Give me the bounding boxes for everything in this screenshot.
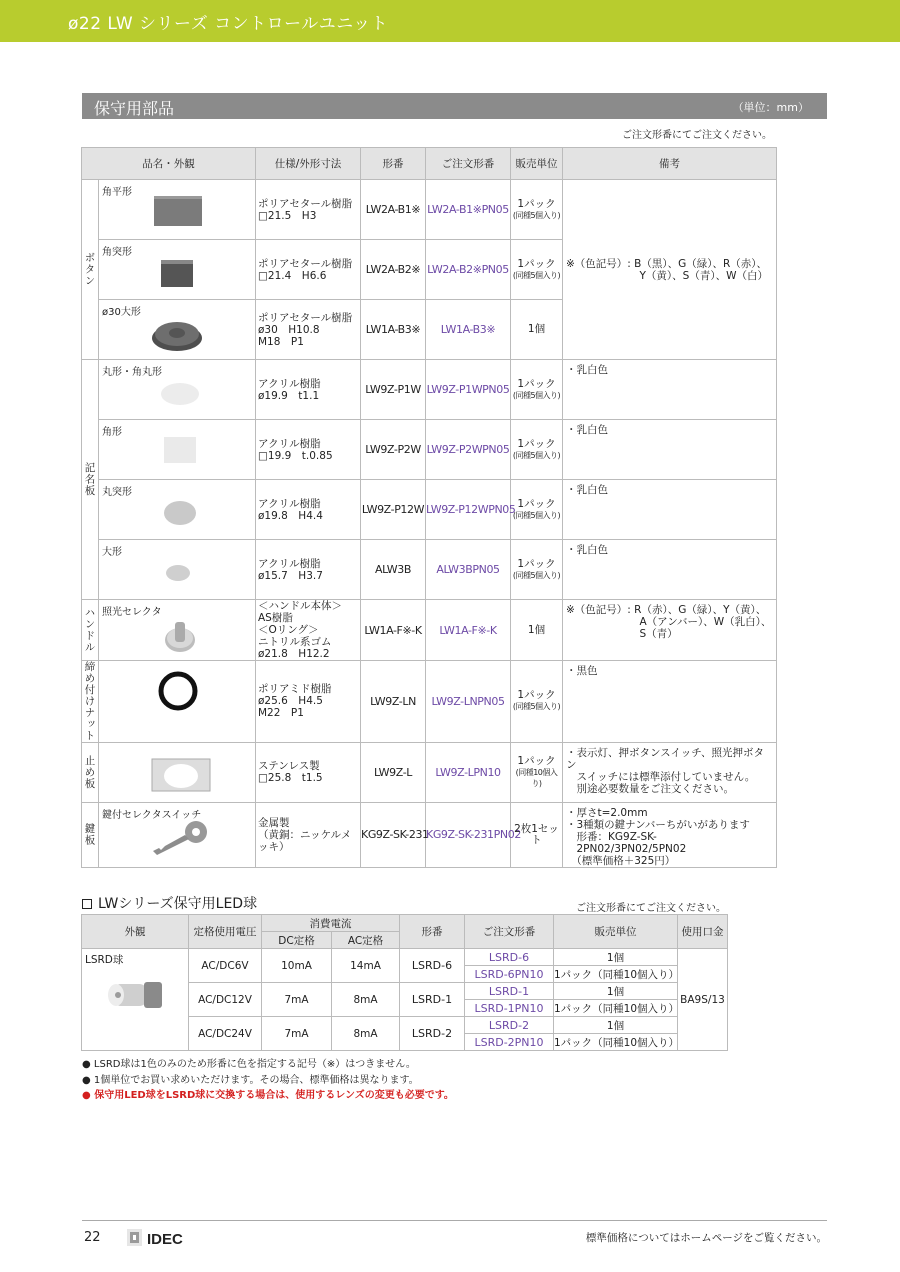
col-header-name: 品名・外観 [82,148,256,180]
spec-line: □21.5 H3 [258,209,317,222]
unit-line: 1個 [527,623,546,636]
spec-cell [256,180,361,240]
col-header-order: ご注文形番 [426,148,511,180]
model-number: ALW3B [361,540,426,600]
model-number: KG9Z-SK-231 [361,802,426,867]
led-order-code: LSRD-2 [465,1017,554,1034]
note-1: ● LSRD球は1色のみのため形番に色を指定する記号（※）はつきません。 [82,1059,416,1070]
led-order-code: LSRD-1 [465,983,554,1000]
led-sales-unit: 1個 [554,983,678,1000]
led-sales-unit: 1パック（同種10個入り） [554,1000,678,1017]
spec-cell [256,742,361,802]
spec-line: アクリル樹脂 [258,437,321,450]
unit-line: (同種5個入り) [512,210,561,220]
spec-line: M18 P1 [258,335,304,348]
order-note-2: ご注文形番にてご注文ください。 [576,903,726,914]
led-order-code: LSRD-2PN10 [465,1034,554,1051]
order-code: KG9Z-SK-231PN02 [426,802,511,867]
order-code: LW9Z-LNPN05 [426,661,511,743]
part-name: 照光セレクタ [102,607,162,618]
remark-line: 2PN02/3PN02/5PN02 [566,842,687,855]
remark-line: ・乳白色 [566,424,608,436]
order-code: LW9Z-P12WPN05 [426,480,511,540]
dc-current: 7mA [262,983,332,1017]
sales-unit [511,480,563,540]
category-stopper-plate: 止め板 [82,742,99,802]
model-number: LW9Z-L [361,742,426,802]
led-sales-unit: 1個 [554,949,678,966]
col-order: ご注文形番 [465,915,554,949]
unit-line: (同種5個入り) [512,510,561,520]
unit-line: 1パック [517,557,556,570]
model-number: LW9Z-P2W [361,420,426,480]
order-code: LW1A-F※-K [426,600,511,661]
model-number: LW1A-F※-K [361,600,426,661]
checkbox-bullet-icon [82,899,92,909]
spec-line: ポリアセタール樹脂 [258,311,353,324]
part-name: 角平形 [102,187,132,198]
led-sales-unit: 1パック（同種10個入り） [554,1034,678,1051]
led-order-code: LSRD-1PN10 [465,1000,554,1017]
sales-unit [511,180,563,240]
spec-cell [256,540,361,600]
spec-line: アクリル樹脂 [258,377,321,390]
part-name-cell [99,240,256,300]
ac-current: 8mA [332,1017,400,1051]
led-order-code: LSRD-6PN10 [465,966,554,983]
unit-line: (同種10個入り) [515,767,558,788]
unit-line: 1パック [517,257,556,270]
part-name-cell [99,180,256,240]
col-appearance: 外観 [82,915,189,949]
spec-line: ポリアセタール樹脂 [258,257,353,270]
spec-line: M22 P1 [258,707,304,720]
order-code: LW1A-B3※ [426,300,511,360]
spec-cell [256,300,361,360]
unit-line: 1パック [517,754,556,767]
button-raised-square-image [159,257,195,292]
led-sales-unit: 1パック（同種10個入り） [554,966,678,983]
part-name-cell [99,802,256,867]
unit-line: (同種5個入り) [512,270,561,280]
category-button: ボタン [82,180,99,360]
table-row [82,742,777,802]
sales-unit [511,661,563,743]
section-bar [82,93,827,119]
led-model: LSRD-2 [400,1017,465,1051]
table-row [82,420,777,480]
part-name-cell [99,742,256,802]
remark-line: スイッチには標準添付していません。 [566,770,756,783]
ac-current: 8mA [332,983,400,1017]
sales-unit [511,240,563,300]
order-code: LW2A-B1※PN05 [426,180,511,240]
table-row [82,661,777,743]
model-number: LW2A-B1※ [361,180,426,240]
spec-cell [256,360,361,420]
model-number: LW9Z-P1W [361,360,426,420]
remark-line: ・表示灯、押ボタンスイッチ、照光押ボタン [566,746,765,771]
base-type: BA9S/13 [678,949,728,1051]
remark-cell [563,480,777,540]
header-title: ø22 LW シリーズ コントロールユニット [68,14,389,34]
part-name: ø30大形 [102,307,141,318]
part-name-cell [99,661,256,743]
order-code: LW9Z-P1WPN05 [426,360,511,420]
col-header-unit: 販売単位 [511,148,563,180]
part-name-cell [99,480,256,540]
nameplate-raised-round-image [163,500,197,529]
note-2: ● 1個単位でお買い求めいただけます。その場合、標準価格は異なります。 [82,1075,419,1086]
unit-line: 1パック [517,377,556,390]
sales-unit [511,360,563,420]
remark-line: ・3種類の鍵ナンバーちがいがあります [566,818,750,831]
remark-cell [563,420,777,480]
spec-line: □25.8 t1.5 [258,772,323,784]
spec-line: ø19.8 H4.4 [258,509,323,522]
unit-line: 1パック [517,197,556,210]
part-name: 丸形・角丸形 [102,367,162,378]
order-code: LW9Z-LPN10 [426,742,511,802]
spec-cell [256,420,361,480]
section2-title: LWシリーズ保守用LED球 [82,893,257,913]
remark-line: ・乳白色 [566,484,608,496]
spec-line: □21.4 H6.6 [258,269,327,282]
col-header-model: 形番 [361,148,426,180]
col-model: 形番 [400,915,465,949]
dc-current: 7mA [262,1017,332,1051]
spec-line: 金属製 [258,816,290,829]
spec-line: ø19.9 t1.1 [258,389,320,402]
remark-line: ※（色記号）: R（赤）、G（緑）、Y（黄）、 [566,604,767,616]
category-lock-nut: 締め付けナット [82,661,99,743]
ac-current: 14mA [332,949,400,983]
spec-line: ポリアミド樹脂 [258,683,332,696]
part-name: 大形 [102,547,122,558]
spec-line: ＜Oリング＞ [258,624,319,636]
led-row [82,949,728,966]
part-name-cell [99,360,256,420]
led-model: LSRD-1 [400,983,465,1017]
part-name-cell [99,600,256,661]
remark-line: （標準価格＋325円） [566,854,676,867]
part-name: 角突形 [102,247,132,258]
model-number: LW1A-B3※ [361,300,426,360]
model-number: LW2A-B2※ [361,240,426,300]
spec-line: ø30 H10.8 [258,323,320,336]
button-remark [563,180,777,360]
table-row [82,600,777,661]
model-number: LW9Z-LN [361,661,426,743]
remark-cell [563,661,777,743]
remark-cell [563,802,777,867]
col-header-remark: 備考 [563,148,777,180]
remark-line: ・黒色 [566,665,598,677]
unit-line: (同種5個入り) [512,390,561,400]
col-header-spec: 仕様/外形寸法 [256,148,361,180]
sales-unit [511,600,563,661]
sales-unit [511,540,563,600]
sales-unit [511,420,563,480]
unit-line: (同種5個入り) [512,702,561,712]
part-name-cell [99,300,256,360]
led-order-code: LSRD-6 [465,949,554,966]
led-table [81,914,728,1051]
remark-cell [563,360,777,420]
col-voltage: 定格使用電圧 [189,915,262,949]
spec-line: （黄銅：ニッケルメッキ） [258,828,352,853]
remark-line: ・乳白色 [566,364,608,376]
spec-line: ステンレス製 [258,760,320,772]
part-name: 角形 [102,427,122,438]
col-ac: AC定格 [332,932,400,949]
col-base: 使用口金 [678,915,728,949]
voltage: AC/DC24V [189,1017,262,1051]
illuminated-selector-handle-image [163,618,197,657]
page-number: 22 [84,1230,101,1245]
remark-line: Y（黄）、S（青）、W（白） [566,269,768,282]
remark-cell [563,600,777,661]
part-name: 鍵付セレクタスイッチ [102,809,202,821]
remark-line: A（アンバー）、W（乳白）、 [566,616,772,628]
part-name-cell [99,420,256,480]
spec-line: □19.9 t.0.85 [258,449,333,462]
voltage: AC/DC6V [189,949,262,983]
spec-line: ø25.6 H4.5 [258,695,323,708]
spec-line: ø15.7 H3.7 [258,569,323,582]
spec-line: AS樹脂 [258,612,293,624]
spec-cell [256,802,361,867]
lock-nut-image [151,671,205,714]
nameplate-square-image [163,436,197,467]
unit-line: 1パック [517,497,556,510]
table-row [82,180,777,240]
model-number: LW9Z-P12W [361,480,426,540]
spec-line: アクリル樹脂 [258,557,321,570]
remark-cell [563,742,777,802]
remark-line: ・乳白色 [566,544,608,556]
spec-line: ＜ハンドル本体＞ [258,600,342,612]
table-row [82,540,777,600]
table-header-row [82,148,777,180]
header-bar [0,0,900,42]
spec-cell [256,480,361,540]
unit-line: 2枚1セット [514,822,559,846]
parts-table [81,147,777,868]
part-name-cell [99,540,256,600]
lamp-name: LSRD球 [85,954,124,966]
unit-line: (同種5個入り) [512,450,561,460]
category-nameplate: 記名板 [82,360,99,600]
svg-text:IDEC: IDEC [147,1231,183,1248]
key-image [149,817,211,862]
spec-cell [256,240,361,300]
order-code: LW2A-B2※PN05 [426,240,511,300]
order-note: ご注文形番にてご注文ください。 [622,130,772,141]
dc-current: 10mA [262,949,332,983]
remark-line: 形番：KG9Z-SK- [566,830,657,843]
idec-logo [127,1228,191,1252]
unit-line: 1個 [527,323,546,335]
unit-line: 1パック [517,437,556,450]
note-3-warning: ● 保守用LED球をLSRD球に交換する場合は、使用するレンズの変更も必要です。 [82,1090,454,1101]
section-title: 保守用部品 [94,99,175,118]
part-name: 丸突形 [102,487,132,498]
voltage: AC/DC12V [189,983,262,1017]
spec-line: ニトリル系ゴム [258,636,332,648]
led-bulb-image [106,977,166,1011]
category-key-plate: 鍵板 [82,802,99,867]
button-flat-square-image [153,195,203,230]
remark-line: ※（色記号）: B（黒）、G（緑）、R（赤）、 [566,257,768,270]
sales-unit [511,300,563,360]
spec-line: ポリアセタール樹脂 [258,197,353,210]
remark-line: ・厚さt=2.0mm [566,806,648,819]
footer-divider [82,1220,827,1221]
col-dc: DC定格 [262,932,332,949]
spec-line: アクリル樹脂 [258,497,321,510]
category-handle: ハンドル [82,600,99,661]
remark-cell [563,540,777,600]
button-large-round-image [151,318,203,355]
table-row [82,802,777,867]
unit-note: （単位：mm） [732,101,809,114]
spec-line: ø21.8 H12.2 [258,648,330,660]
sales-unit [511,742,563,802]
nameplate-round-image [160,382,200,409]
unit-line: 1パック [517,689,556,702]
col-current: 消費電流 [262,915,400,932]
spec-cell [256,600,361,661]
remark-line: 別途必要数量をご注文ください。 [566,782,734,795]
order-code: LW9Z-P2WPN05 [426,420,511,480]
lamp-appearance-cell [82,949,189,1051]
led-header-row-1 [82,915,728,932]
table-row [82,480,777,540]
table-row [82,360,777,420]
footer-note: 標準価格についてはホームページをご覧ください。 [585,1232,827,1244]
order-code: ALW3BPN05 [426,540,511,600]
stopper-plate-image [151,757,211,796]
remark-line: S（青） [566,628,678,640]
nameplate-large-image [165,564,191,585]
led-model: LSRD-6 [400,949,465,983]
col-unit: 販売単位 [554,915,678,949]
spec-cell [256,661,361,743]
unit-line: (同種5個入り) [512,570,561,580]
led-sales-unit: 1個 [554,1017,678,1034]
